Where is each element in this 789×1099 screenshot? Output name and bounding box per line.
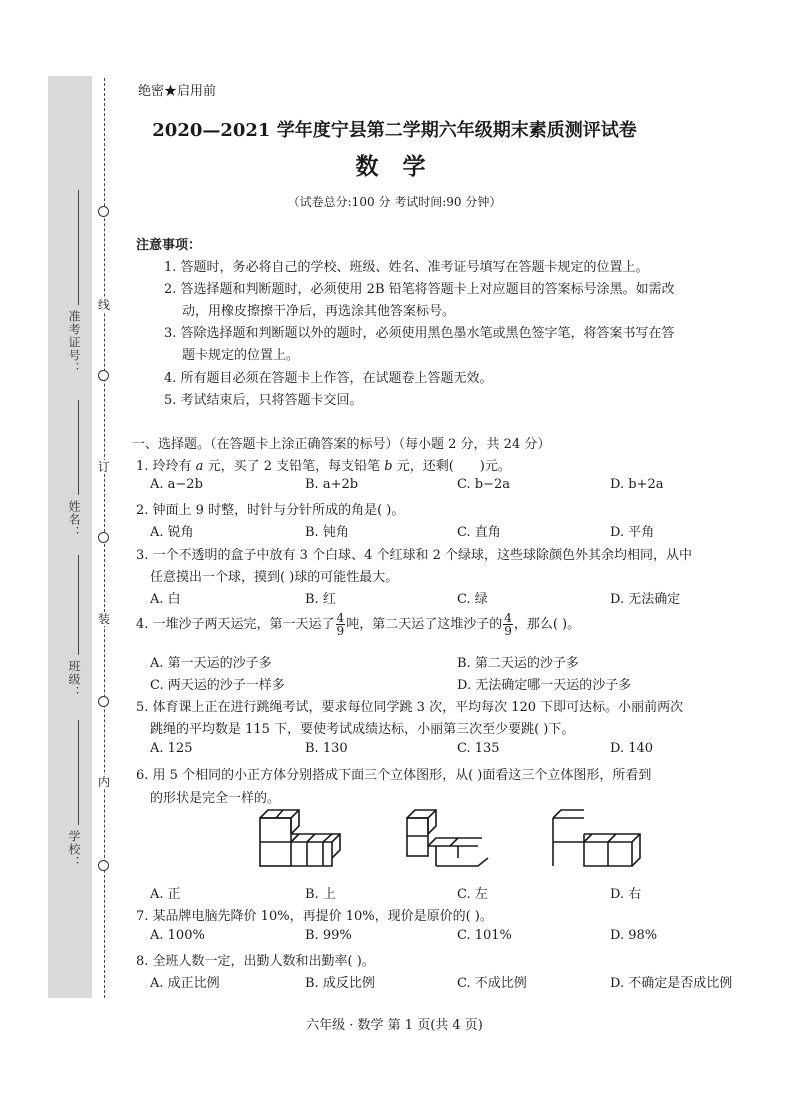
notice-item: 动，用橡皮擦擦干净后，再选涂其他答案标号。 xyxy=(182,304,456,319)
cut-circle xyxy=(98,532,109,543)
option-b: B. a+2b xyxy=(305,477,359,492)
question-5-line-2: 跳绳的平均数是 115 下，要使考试成绩达标，小丽第三次至少要跳( )下。 xyxy=(150,722,575,737)
question-6-line-1: 6. 用 5 个相同的小正方体分别搭成下面三个立体图形，从( )面看这三个立体图形，所看到 xyxy=(136,768,652,783)
option-d: D. 无法确定 xyxy=(610,592,681,607)
cut-mark-inside: 内 xyxy=(97,775,110,789)
subject-title: 数 学 xyxy=(355,153,434,180)
option-c: C. 不成比例 xyxy=(457,976,527,991)
question-4: 4. 一堆沙子两天运完，第一天运了 $\frac{4}{9}$ 吨，第二天运了这堆沙子的 $\frac{4}{9}$ ，那么( )。 xyxy=(136,611,581,638)
option-a: A. 白 xyxy=(150,592,181,607)
exam-info: （试卷总分:100 分 考试时间:90 分钟） xyxy=(287,195,502,209)
option-a: A. 正 xyxy=(150,887,181,902)
cut-mark-install: 装 xyxy=(97,612,110,626)
field-class: 班级： xyxy=(67,660,81,699)
cut-mark-line: 线 xyxy=(97,298,110,312)
notice-item: 题卡规定的位置上。 xyxy=(182,348,300,363)
option-b: B. 上 xyxy=(305,887,336,902)
question-3-line-1: 3. 一个不透明的盒子中放有 3 个白球、4 个红球和 2 个绿球，这些球除颜色外其余均相同，从中 xyxy=(136,548,693,563)
question-8: 8. 全班人数一定，出勤人数和出勤率( )。 xyxy=(136,954,375,969)
option-a: A. 成正比例 xyxy=(150,976,220,991)
option-c: C. 绿 xyxy=(457,592,488,607)
field-school-line xyxy=(78,720,79,825)
option-a: A. 锐角 xyxy=(150,525,194,540)
option-d: D. 140 xyxy=(610,741,654,756)
fraction: $\frac{4}{9}$ xyxy=(336,611,345,638)
option-c: C. 101% xyxy=(457,928,512,943)
cube-figures xyxy=(250,806,680,870)
field-school: 学校： xyxy=(67,830,81,869)
option-a: A. a−2b xyxy=(150,477,203,492)
option-d: D. 无法确定哪一天运的沙子多 xyxy=(457,678,632,693)
question-6-line-2: 的形状是完全一样的。 xyxy=(150,791,281,806)
cut-circle xyxy=(98,860,109,871)
option-a: A. 125 xyxy=(150,741,193,756)
option-d: D. 不确定是否成比例 xyxy=(610,976,733,991)
cube-figure-2 xyxy=(407,810,488,866)
notice-title: 注意事项： xyxy=(136,238,202,253)
question-7: 7. 某品牌电脑先降价 10%，再提价 10%，现价是原价的( )。 xyxy=(136,909,493,924)
cube-figure-3 xyxy=(553,810,640,866)
fraction: $\frac{4}{9}$ xyxy=(504,611,512,638)
option-c: C. b−2a xyxy=(457,477,510,492)
cube-figure-1 xyxy=(260,810,340,866)
option-c: C. 135 xyxy=(457,741,500,756)
field-name-line xyxy=(78,400,79,495)
notice-item: 2. 答选择题和判断题时，必须使用 2B 铅笔将答题卡上对应题目的答案标号涂黑。如需改 xyxy=(164,282,675,297)
option-c: C. 直角 xyxy=(457,525,501,540)
option-b: B. 成反比例 xyxy=(305,976,375,991)
notice-item: 4. 所有题目必须在答题卡上作答，在试题卷上答题无效。 xyxy=(164,371,493,386)
cut-circle xyxy=(98,696,109,707)
question-5-line-1: 5. 体育课上正在进行跳绳考试，要求每位同学跳 3 次，平均每次 120 下即可达标。小丽前两次 xyxy=(136,700,684,715)
option-b: B. 钝角 xyxy=(305,525,349,540)
option-b: B. 红 xyxy=(305,592,336,607)
cut-mark-bind: 订 xyxy=(97,460,110,474)
option-d: D. 右 xyxy=(610,887,642,902)
question-2: 2. 钟面上 9 时整，时针与分针所成的角是( )。 xyxy=(136,503,405,518)
question-3-line-2: 任意摸出一个球，摸到( )球的可能性最大。 xyxy=(150,570,399,585)
option-d: D. 98% xyxy=(610,928,658,943)
page-footer: 六年级 · 数学 第 1 页(共 4 页) xyxy=(306,1018,483,1033)
cut-circle xyxy=(98,370,109,381)
option-c: C. 左 xyxy=(457,887,488,902)
section-1-title: 一、选择题。（在答题卡上涂正确答案的标号）（每小题 2 分，共 24 分） xyxy=(132,437,551,452)
notice-item: 3. 答除选择题和判断题以外的题时，必须使用黑色墨水笔或黑色签字笔，将答案书写在答 xyxy=(164,326,675,341)
field-admission-number: 准考证号： xyxy=(67,310,81,375)
option-d: D. 平角 xyxy=(610,525,655,540)
question-1: 1. 玲玲有 a 元，买了 2 支铅笔，每支铅笔 b 元，还剩( )元。 xyxy=(136,459,511,474)
secret-label: 绝密★启用前 xyxy=(138,84,217,99)
option-b: B. 99% xyxy=(305,928,352,943)
notice-item: 1. 答题时，务必将自己的学校、班级、姓名、准考证号填写在答题卡规定的位置上。 xyxy=(164,260,649,275)
notice-item: 5. 考试结束后，只将答题卡交回。 xyxy=(164,393,363,408)
option-b: B. 第二天运的沙子多 xyxy=(457,656,579,671)
option-a: A. 100% xyxy=(150,928,205,943)
field-name: 姓名： xyxy=(67,500,81,539)
field-class-line xyxy=(78,555,79,655)
option-a: A. 第一天运的沙子多 xyxy=(150,656,272,671)
option-b: B. 130 xyxy=(305,741,348,756)
option-d: D. b+2a xyxy=(610,477,664,492)
option-c: C. 两天运的沙子一样多 xyxy=(150,678,285,693)
exam-title: 2020—2021 学年度宁县第二学期六年级期末素质测评试卷 xyxy=(152,120,637,141)
